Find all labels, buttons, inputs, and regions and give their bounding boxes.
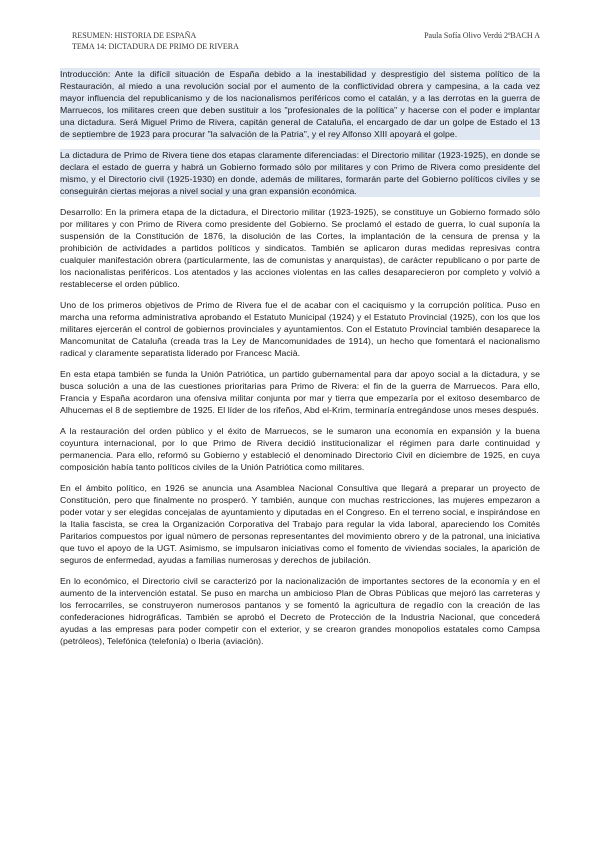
paragraph-stages: La dictadura de Primo de Rivera tiene dos etapas claramente diferenciadas: el Directorio militar (1923-1925), en donde se declara el estado de guerra y habrá un Gobierno formado sólo por militares y con Primo de Rivera como presidente del mismo, y el Directorio civil (1925-1930) en donde, además de militares, formarán parte del Gobierno políticos civiles y se conseguirán ciertas mejoras a nivel social y una gran expansión económica. — [60, 150, 540, 196]
paragraph-union-patriotica: En esta etapa también se funda la Unión Patriótica, un partido gubernamental para dar apoyo social a la dictadura, y se busca solución a una de las cuestiones prioritarias para Primo de Rivera: el fin de la guerra de Marruecos. Para ello, Francia y España acordaron una ofensiva militar conjunta por mar y tierra que empezaría por el exitoso desembarco de Alhucemas el 8 de septiembre de 1925. El líder de los rifeños, Abd el-Krim, terminaría entregándose unos meses después. — [60, 369, 540, 415]
header-subject: RESUMEN: HISTORIA DE ESPAÑA — [72, 31, 197, 40]
paragraph-economico: En lo económico, el Directorio civil se caracterizó por la nacionalización de importantes sectores de la economía y en el aumento de la intervención estatal. Se puso en marcha un ambicioso Plan de Obras Públicas que mejoró las carreteras y los ferrocarriles, se construyeron numerosos pantanos y se fomentó la agricultura de regadío con la creación de las confederaciones hidrográficas. También se aprobó el Decreto de Protección de la Industria Nacional, que concederá ayudas a las empresas para poder competir con el exterior, y se crearon grandes monopolios estatales como Campsa (petróleos), Telefónica (telefonía) o Iberia (aviación). — [60, 576, 540, 646]
paragraph-caciquismo: Uno de los primeros objetivos de Primo de Rivera fue el de acabar con el caciquismo y la corrupción política. Puso en marcha una reforma administrativa aprobando el Estatuto Municipal (1924) y el Estatuto Provincial (1925), con los que los militares ejercerán el control de gobiernos provinciales y ayuntamientos. Con el Estatuto Provincial también desaparece la Mancomunitat de Cataluña (creada tras la Ley de Mancomunidades de 1914), un hecho que fomentará el nacionalismo radical y claramente separatista liderado por Francesc Macià. — [60, 300, 540, 358]
paragraph-development: Desarrollo: En la primera etapa de la dictadura, el Directorio militar (1923-1925), se constituye un Gobierno formado sólo por militares y con Primo de Rivera como presidente del Gobierno. Se proclamó el estado de guerra, lo cual suponía la suspensión de la Constitución de 1876, la disolución de las Cortes, la implantación de la censura de prensa y la prohibición de actividades a partidos políticos y sindicatos. También se aplicaron duras medidas represivas contra cualquier manifestación obrera (particularmente, las de comunistas y anarquistas), de carácter republicano o por parte de los nacionalistas periféricos. Los atentados y las acciones violentas en las calles desaparecieron por completo y volvió a restablecerse el orden público. — [60, 207, 540, 289]
paragraph-politico-social: En el ámbito político, en 1926 se anuncia una Asamblea Nacional Consultiva que llegará a preparar un proyecto de Constitución, pero que finalmente no prosperó. Y también, aunque con muchas restricciones, las mujeres empezaron a poder votar y ser elegidas concejalas de ayuntamiento y diputadas en el Congreso. En el terreno social, e inspirándose en la Italia fascista, se crea la Organización Corporativa del Trabajo para regular la vida laboral, apareciendo los Comités Paritarios compuestos por igual número de personas representantes del movimiento obrero y de la patronal, una iniciativa que tuvo el apoyo de la UGT. Asimismo, se impulsaron iniciativas como el fomento de viviendas sociales, la aparición de seguros de enfermedad, ayudas a familias numerosas y derechos de jubilación. — [60, 483, 540, 565]
document-body — [60, 68, 540, 647]
paragraph-introduction: Introducción: Ante la difícil situación de España debido a la inestabilidad y desprestigio del sistema político de la Restauración, al miedo a una revolución social por el aumento de la conflictividad obrera y campesina, a la cada vez mayor influencia del republicanismo y de los nacionalismos periféricos como el catalán, y a las derrotas en la guerra de Marruecos, los militares creen que deben sustituir a los "profesionales de la política" y hacerse con el poder e implantar una dictadura. Será Miguel Primo de Rivera, capitán general de Cataluña, el encargado de dar un golpe de Estado el 13 de septiembre de 1923 para procurar "la salvación de la Patria", y el rey Alfonso XIII apoyará el golpe. — [60, 69, 540, 139]
header-topic: TEMA 14: DICTADURA DE PRIMO DE RIVERA — [72, 42, 239, 51]
page-header — [60, 30, 540, 56]
header-author: Paula Sofía Olivo Verdú 2ºBACH A — [424, 31, 540, 40]
header-left — [72, 30, 239, 52]
paragraph-directorio-civil: A la restauración del orden público y el éxito de Marruecos, se le sumaron una economía en expansión y la buena coyuntura internacional, por lo que Primo de Rivera decidió institucionalizar el régimen para darle continuidad y permanencia. Para ello, reformó su Gobierno y estableció el denominado Directorio Civil en diciembre de 1925, en cuya composición había tanto políticos civiles de la Unión Patriótica como militares. — [60, 426, 540, 472]
